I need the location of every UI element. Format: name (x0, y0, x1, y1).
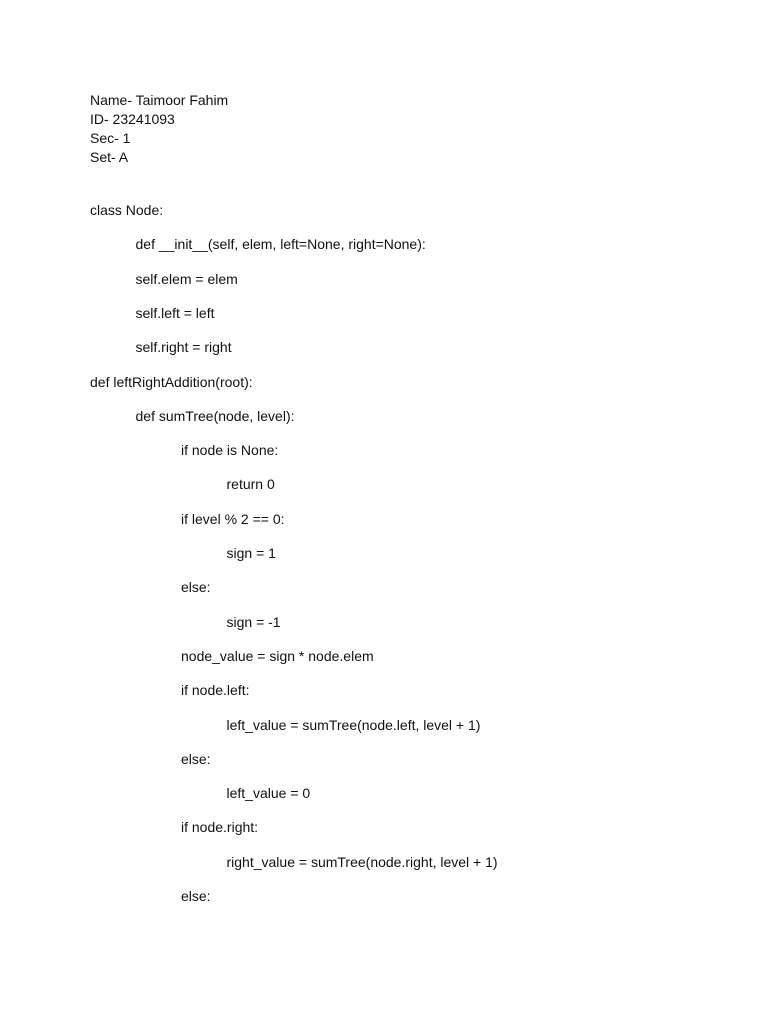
code-line: def sumTree(node, level): (135, 407, 295, 424)
code-line: if node.right: (181, 819, 259, 836)
code-line: self.elem = elem (135, 270, 238, 287)
code-line: else: (181, 579, 211, 596)
code-line: sign = -1 (226, 613, 281, 630)
code-line: if node.left: (181, 682, 250, 699)
student-id: ID- 23241093 (90, 111, 175, 127)
code-line: sign = 1 (226, 545, 276, 561)
code-line: def __init__(self, elem, left=None, right=None): (135, 236, 426, 253)
code-line: right_value = sumTree(node.right, level + 1) (226, 853, 498, 870)
code-line: class Node: (90, 202, 164, 218)
code-line: self.left = left (135, 304, 215, 321)
code-line: if level % 2 == 0: (181, 510, 285, 527)
code-line: left_value = sumTree(node.left, level + 1) (226, 716, 481, 733)
code-line: else: (181, 888, 211, 904)
code-line: if node is None: (181, 442, 279, 459)
student-name: Name- Taimoor Fahim (90, 92, 229, 108)
code-line: self.right = right (135, 339, 232, 356)
code-line: else: (181, 750, 211, 767)
code-line: left_value = 0 (226, 785, 311, 802)
set: Set- A (90, 149, 129, 165)
code-line: def leftRightAddition(root): (90, 373, 253, 390)
code-line: node_value = sign * node.elem (181, 647, 374, 664)
section: Sec- 1 (90, 130, 131, 146)
code-line: return 0 (226, 476, 275, 493)
